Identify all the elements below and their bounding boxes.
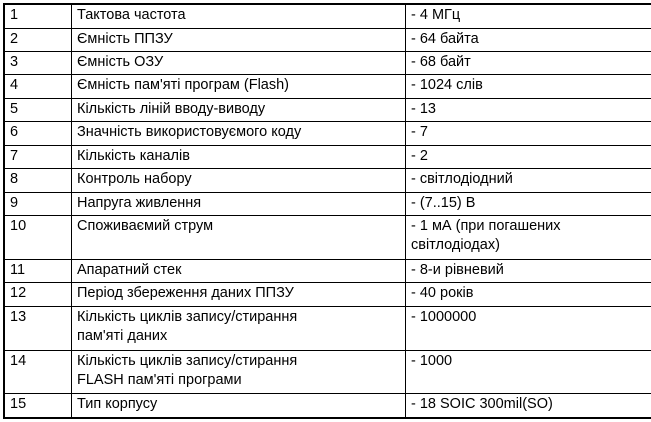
- value-line-1: - 40 років: [411, 285, 474, 302]
- value-line-1: - 4 МГц: [411, 7, 461, 23]
- table-row: [4, 169, 651, 192]
- row-parameter: [72, 216, 406, 260]
- row-value: [406, 75, 651, 98]
- row-parameter: [72, 259, 406, 282]
- row-number: 13: [4, 306, 72, 350]
- value-line-1: - 2: [411, 147, 428, 164]
- table-row: [4, 98, 651, 121]
- row-value: [406, 259, 651, 282]
- row-parameter: [72, 394, 406, 418]
- value-line-2: світлодіодах): [411, 237, 500, 254]
- table-row: [4, 283, 651, 306]
- row-parameter: [72, 145, 406, 168]
- specification-table: [3, 3, 651, 419]
- row-parameter: [72, 350, 406, 394]
- row-number: 10: [4, 216, 72, 260]
- table-row: [4, 28, 651, 51]
- parameter-line-1: Кількість циклів запису/стирання: [77, 308, 298, 325]
- table-row: [4, 259, 651, 282]
- parameter-line-1: Значність використовуємого коду: [77, 124, 302, 141]
- row-parameter: [72, 51, 406, 74]
- parameter-line-2: FLASH пам'яті програми: [77, 371, 242, 388]
- parameter-line-1: Напруга живлення: [77, 194, 202, 211]
- table-row: [4, 216, 651, 260]
- table-row: [4, 350, 651, 394]
- parameter-line-1: Кількість ліній вводу-виводу: [77, 100, 266, 117]
- row-parameter: [72, 122, 406, 145]
- row-value: [406, 28, 651, 51]
- parameter-line-1: Контроль набору: [77, 171, 192, 188]
- value-line-1: - світлодіодний: [411, 171, 513, 188]
- row-parameter: [72, 75, 406, 98]
- row-number: 11: [4, 259, 72, 282]
- row-value: [406, 98, 651, 121]
- parameter-line-1: Апаратний стек: [77, 261, 182, 278]
- table-body: [4, 4, 651, 418]
- value-line-1: - 1000000: [411, 308, 477, 325]
- table-row: [4, 306, 651, 350]
- row-number: 3: [4, 51, 72, 74]
- value-line-1: - 1000: [411, 352, 453, 369]
- row-value: [406, 350, 651, 394]
- row-value: [406, 192, 651, 215]
- parameter-line-1: Тактова частота: [77, 7, 186, 23]
- value-line-1: - 7: [411, 124, 428, 141]
- value-line-1: - (7..15) В: [411, 194, 476, 211]
- row-value: [406, 51, 651, 74]
- row-parameter: [72, 192, 406, 215]
- parameter-line-1: Кількість циклів запису/стирання: [77, 352, 298, 369]
- value-line-1: - 1 мА (при погашених: [411, 218, 561, 235]
- table-row: [4, 122, 651, 145]
- row-value: [406, 145, 651, 168]
- parameter-line-1: Ємність пам'яті програм (Flash): [77, 77, 289, 94]
- row-parameter: [72, 98, 406, 121]
- table-row: [4, 192, 651, 215]
- row-number: 15: [4, 394, 72, 418]
- table-row: [4, 4, 651, 28]
- row-number: 12: [4, 283, 72, 306]
- row-number: 6: [4, 122, 72, 145]
- row-value: [406, 394, 651, 418]
- row-number: 1: [4, 4, 72, 28]
- row-parameter: [72, 283, 406, 306]
- row-value: [406, 283, 651, 306]
- row-number: 5: [4, 98, 72, 121]
- value-line-1: - 68 байт: [411, 53, 471, 70]
- row-parameter: [72, 4, 406, 28]
- parameter-line-2: пам'яті даних: [77, 327, 168, 344]
- row-parameter: [72, 169, 406, 192]
- row-parameter: [72, 306, 406, 350]
- parameter-line-1: Ємність ОЗУ: [77, 53, 164, 70]
- value-line-1: - 64 байта: [411, 30, 479, 47]
- row-value: [406, 306, 651, 350]
- row-value: [406, 4, 651, 28]
- row-value: [406, 216, 651, 260]
- parameter-line-1: Кількість каналів: [77, 147, 190, 164]
- table-row: [4, 394, 651, 418]
- row-number: 4: [4, 75, 72, 98]
- parameter-line-1: Ємність ППЗУ: [77, 30, 173, 47]
- row-number: 9: [4, 192, 72, 215]
- row-number: 2: [4, 28, 72, 51]
- value-line-1: - 18 SOIC 300mil(SO): [411, 396, 553, 413]
- parameter-line-1: Період збереження даних ППЗУ: [77, 285, 294, 302]
- row-parameter: [72, 28, 406, 51]
- table-row: [4, 145, 651, 168]
- row-value: [406, 169, 651, 192]
- row-number: 7: [4, 145, 72, 168]
- value-line-1: - 8-и рівневий: [411, 261, 504, 278]
- table-row: [4, 75, 651, 98]
- value-line-1: - 13: [411, 100, 436, 117]
- value-line-1: - 1024 слів: [411, 77, 483, 94]
- parameter-line-1: Тип корпусу: [77, 396, 158, 413]
- table-row: [4, 51, 651, 74]
- row-number: 8: [4, 169, 72, 192]
- parameter-line-1: Споживаємий струм: [77, 218, 214, 235]
- row-number: 14: [4, 350, 72, 394]
- row-value: [406, 122, 651, 145]
